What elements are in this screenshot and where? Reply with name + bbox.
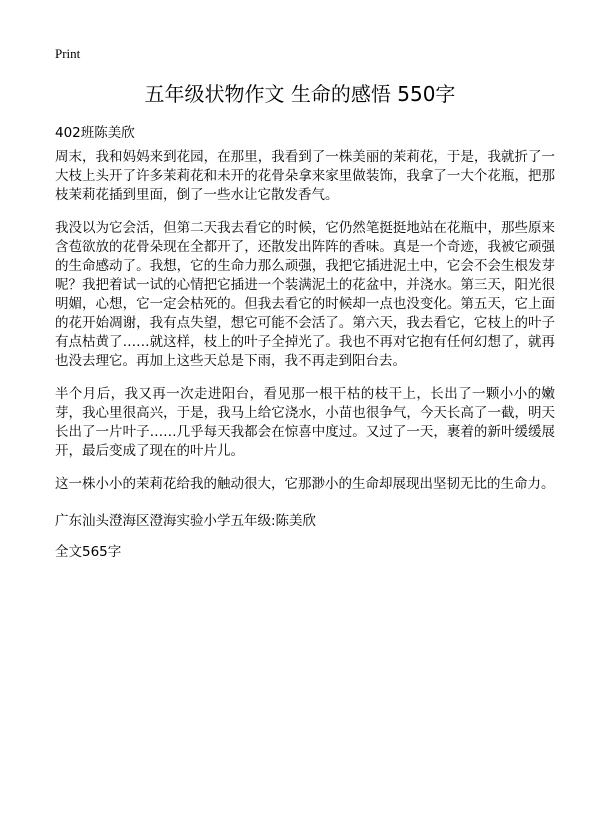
author-school: 广东汕头澄海区澄海实验小学五年级:陈美欣 <box>55 513 317 529</box>
paragraph-3: 半个月后，我又再一次走进阳台，看见那一根干枯的枝干上，长出了一颗小小的嫩芽，我心里很高兴，于是，我马上给它浇水，小苗也很争气，今天长高了一截，明天长出了一片叶子……几乎每天我都会在惊喜中度过。又过了一天，裹着的新叶缓缓展开，最后变成了现在的叶片儿。 <box>55 386 555 459</box>
print-link[interactable]: Print <box>55 46 81 61</box>
article-body <box>55 148 555 508</box>
paragraph-4: 这一株小小的茉莉花给我的触动很大，它那渺小的生命却展现出坚韧无比的生命力。 <box>55 476 555 492</box>
paragraph-1: 周末，我和妈妈来到花园，在那里，我看到了一株美丽的茉莉花，于是，我就折了一大枝上头开了许多茉莉花和未开的花骨朵拿来家里做装饰，我拿了一大个花瓶，把那枝茉莉花插到里面，倒了一些水让它散发香气。 <box>55 149 555 203</box>
word-count: 全文565字 <box>55 544 122 560</box>
article-title: 五年级状物作文 生命的感悟 550字 <box>144 82 456 106</box>
paragraph-2: 我没以为它会活，但第二天我去看它的时候，它仍然笔挺挺地站在花瓶中，那些原来含苞欲放的花骨朵现在全都开了，还散发出阵阵的香味。真是一个奇迹，我被它顽强的生命感动了。我想，它的生命力那么顽强，我把它插进泥土中，它会不会生根发芽呢？我把着试一试的心情把它插进一个装满泥土的花盆中，并浇水。第三天，阳光很明媚，心想，它一定会枯死的。但我去看它的时候却一点也没变化。第五天，它上面的花开始凋谢，我有点失望，想它可能不会活了。第六天，我去看它，它枝上的叶子有点枯黄了……就这样，枝上的叶子全掉光了。我也不再对它抱有任何幻想了，就再也没去理它。再加上这些天总是下雨，我不再走到阳台去。 <box>55 220 555 369</box>
author-byline: 402班陈美欣 <box>55 125 135 141</box>
